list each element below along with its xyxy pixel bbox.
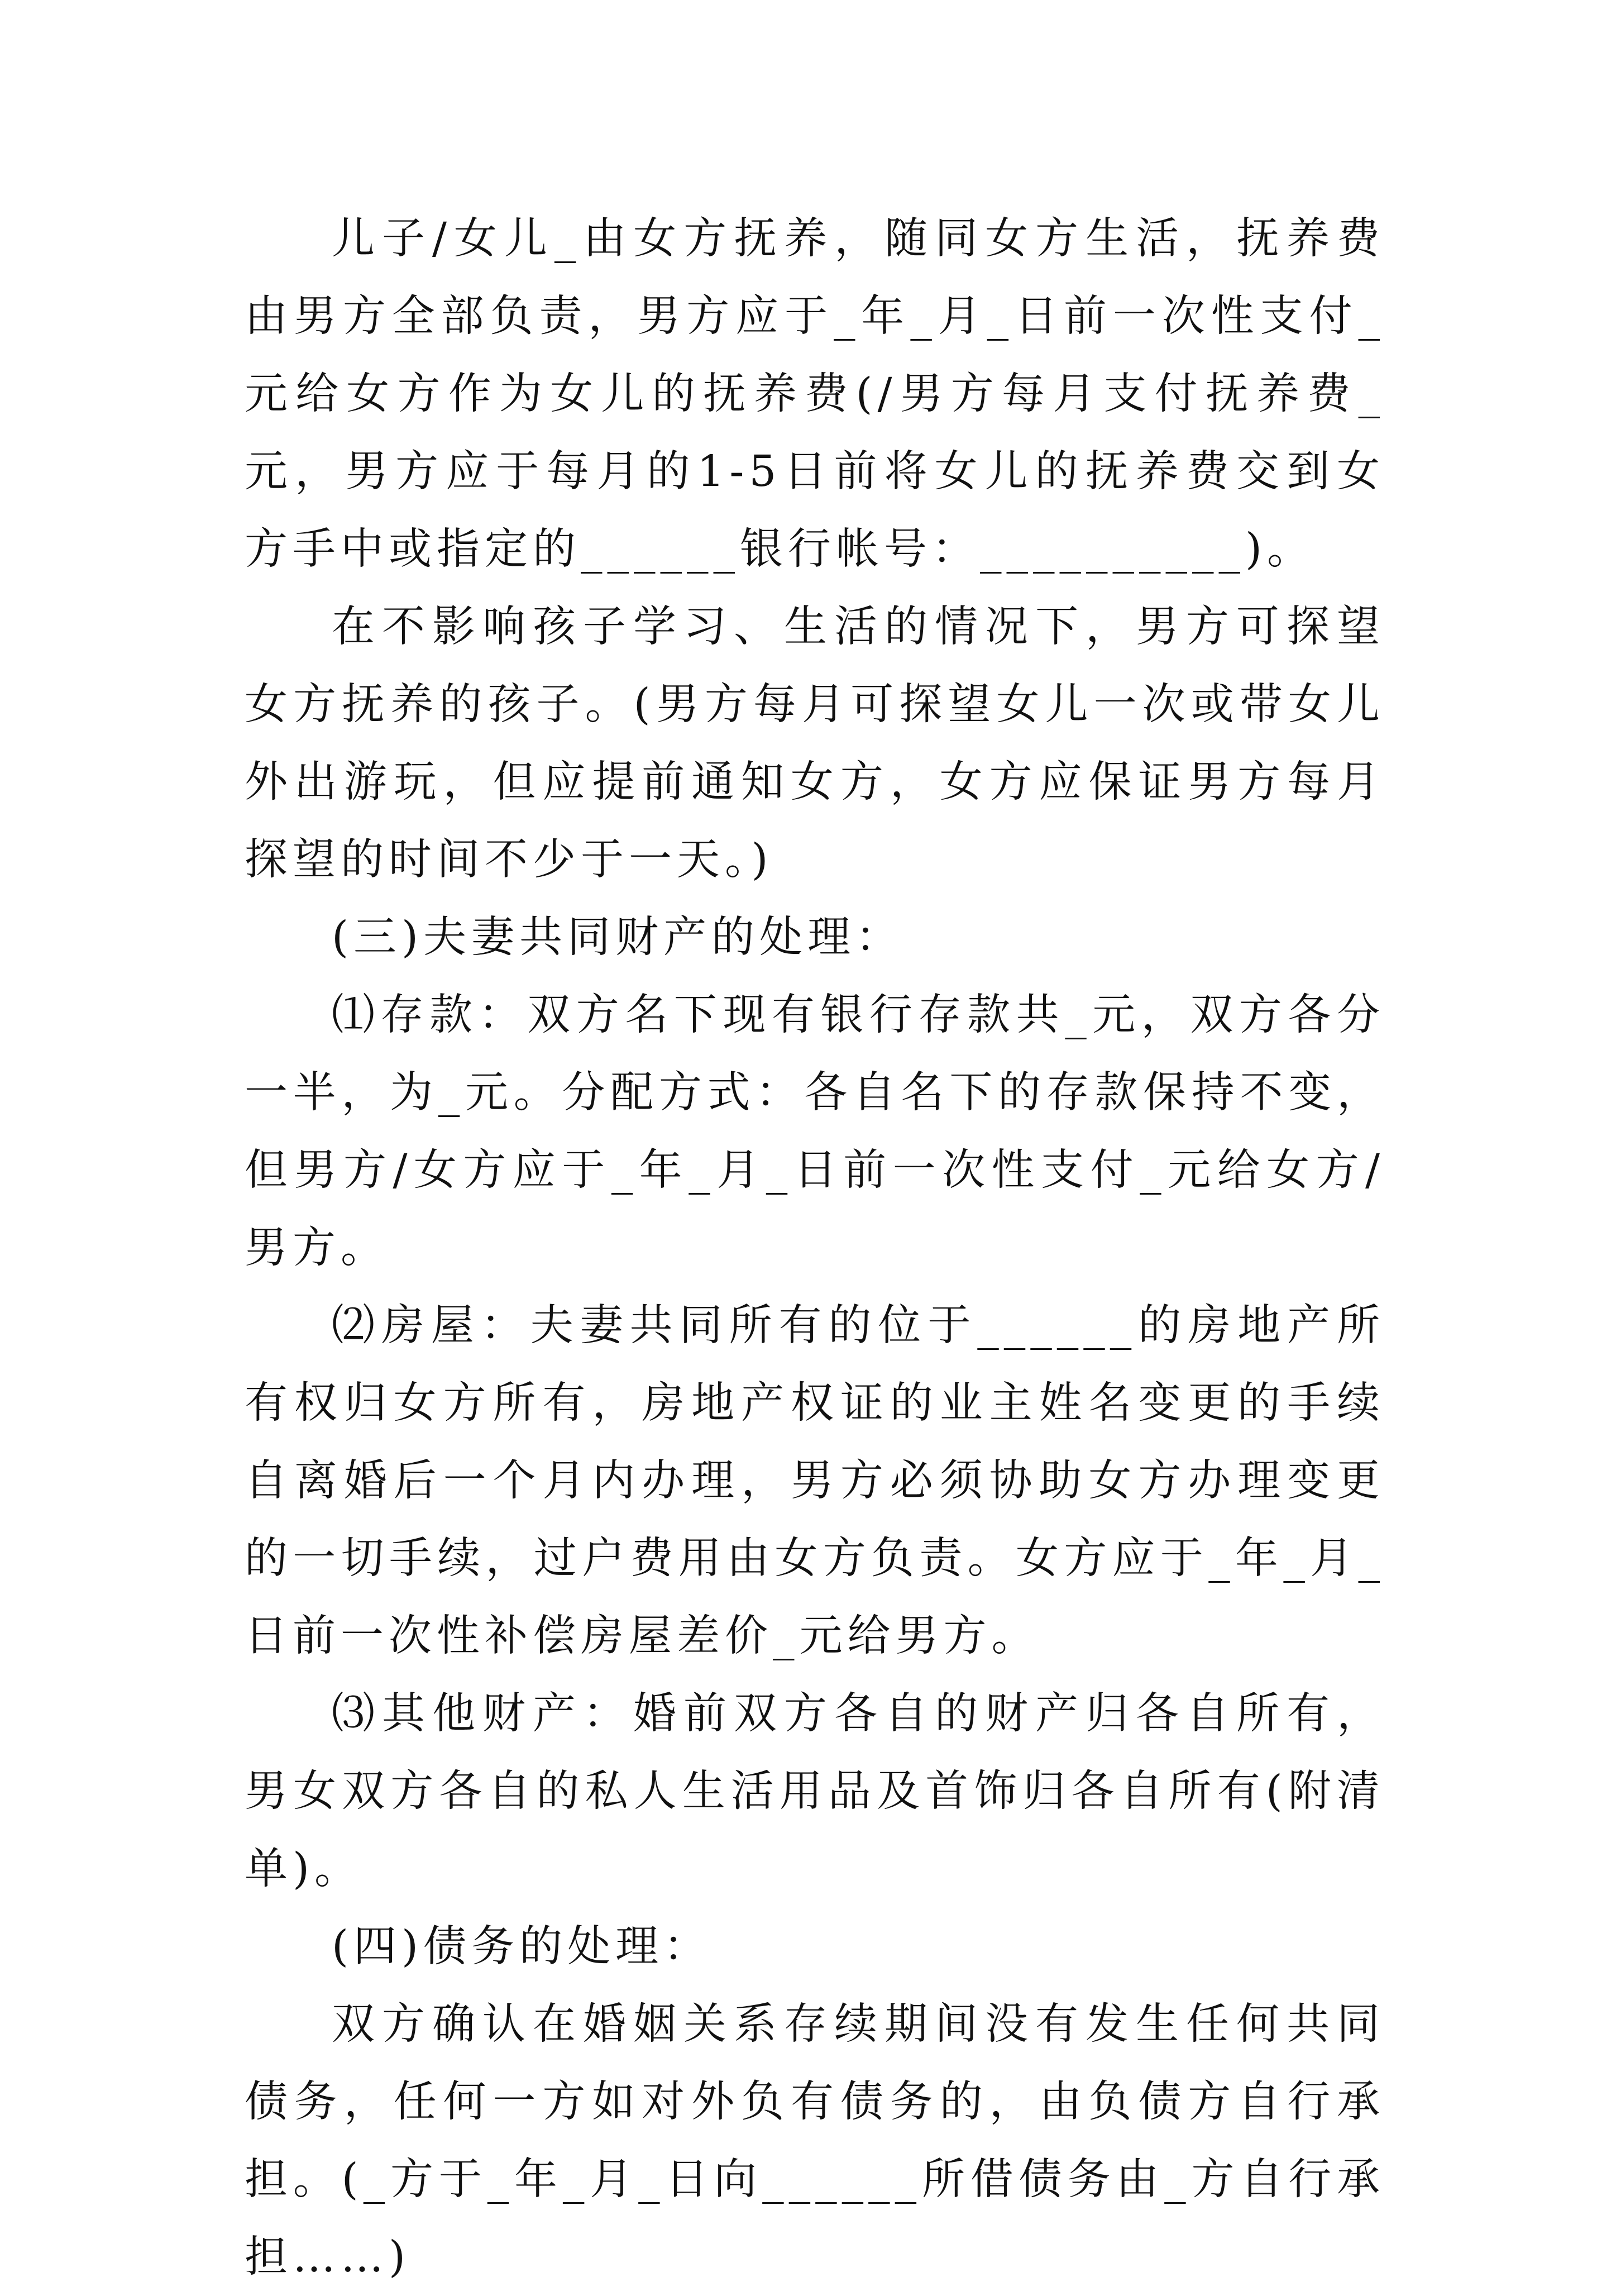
section-heading-debts: (四)债务的处理： [332, 1922, 712, 1972]
paragraph-savings: ⑴存款：双方名下现有银行存款共_元，双方各分一半，为_元。分配方式：各自名下的存款保持不变，但男方/女方应于_年_月_日前一次性支付_元给女方/男方。 [245, 990, 1385, 1273]
document-body [245, 200, 1385, 2296]
paragraph-house: ⑵房屋：夫妻共同所有的位于______的房地产所有权归女方所有，房地产权证的业主姓名变更的手续自离婚后一个月内办理，男方必须协助女方办理变更的一切手续，过户费用由女方负责。女方应于_年_月_日前一次性补偿房屋差价_元给男方。 [245, 1301, 1385, 1661]
paragraph-other-property: ⑶其他财产：婚前双方各自的财产归各自所有，男女双方各自的私人生活用品及首饰归各自所有(附清单)。 [245, 1689, 1385, 1894]
section-heading-joint-property: (三)夫妻共同财产的处理： [332, 913, 904, 962]
paragraph-debts: 双方确认在婚姻关系存续期间没有发生任何共同债务，任何一方如对外负有债务的，由负债方自行承担。(_方于_年_月_日向______所借债务由_方自行承担……) [245, 1999, 1385, 2282]
paragraph-visitation: 在不影响孩子学习、生活的情况下，男方可探望女方抚养的孩子。(男方每月可探望女儿一次或带女儿外出游玩，但应提前通知女方，女方应保证男方每月探望的时间不少于一天。) [245, 602, 1385, 885]
paragraph-child-custody: 儿子/女儿_由女方抚养，随同女方生活，抚养费由男方全部负责，男方应于_年_月_日前一次性支付_元给女方作为女儿的抚养费(/男方每月支付抚养费_元，男方应于每月的1-5日前将女儿的抚养费交到女方手中或指定的______银行帐号：__________)。 [245, 214, 1385, 574]
